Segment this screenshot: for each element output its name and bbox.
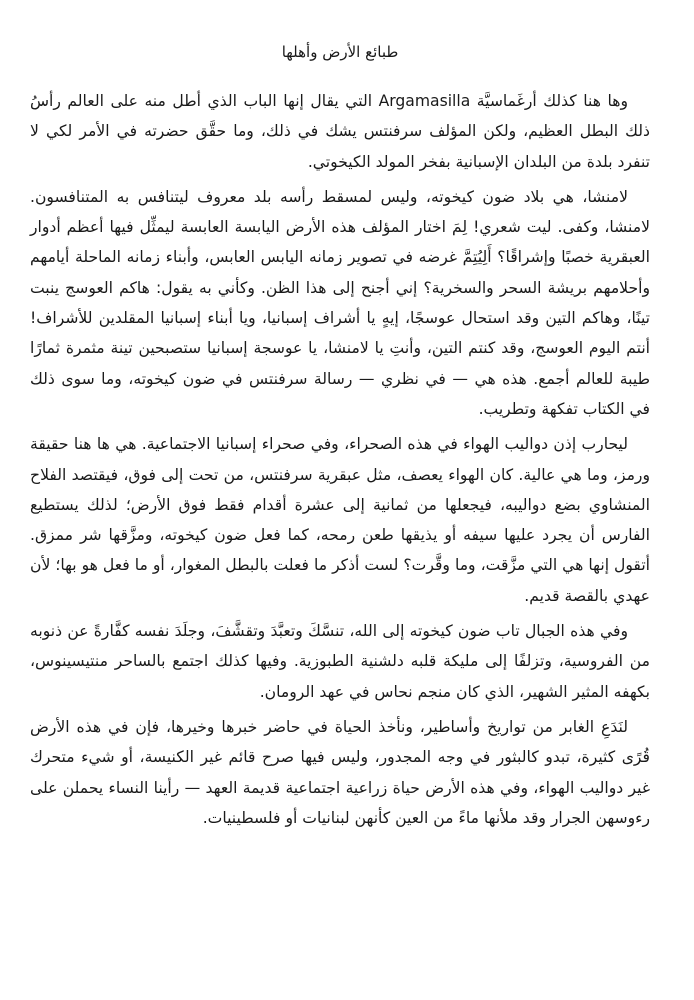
paragraph-3: ليحارب إذن دواليب الهواء في هذه الصحراء، وفي صحراء إسبانيا الاجتماعية. هي ها هنا حقيقة ورمز، وما هي عالية. كان الهواء يعصف، مثل عبقرية سرفنتس، من تحت إلى فوق، فيقتصد الفلاح المنشاوي بضع دواليبه، فيجعلها من ثمانية إلى عشرة أقدام فقط فوق الأرض؛ لذلك يستطيع الفارس أن يجرد عليها سيفه أو يذيقها طعن رمحه، كما فعل ضون كيخوته، ومزَّقها شر ممزق. أتقول إنها هي التي مزَّقت، وما وقَّرت؟ لست أذكر ما فعلت بالبطل المغوار، أو ما فعل هو بها؛ لأن عهدي بالقصة قديم. (30, 435, 650, 605)
paragraph-1: وها هنا كذلك أرغَماسيَّة Argamasilla التي يقال إنها الباب الذي أطل منه على العالم رأسُ ذلك البطل العظيم، ولكن المؤلف سرفنتس يشك في ذلك، وما حقَّق حضرته في الأمر لكي لا تنفرد بلدة من البلدان الإسبانية بفخر المولد الكيخوتي. (30, 92, 650, 171)
paragraph-2: لامنشا، هي بلاد ضون كيخوته، وليس لمسقط رأسه بلد معروف ليتنافس به المتنافسون. لامنشا، وكفى. ليت شعري! لِمَ اختار المؤلف هذه الأرض اليابسة العابسة ليمثِّل فيها أعظم أدوار العبقرية خصبًا وإشراقًا؟ أَلِيُتِمَّ غرضه في تصوير زمانه اليابس العابس، وأبناء زمانه الماحلة أيامهم وأحلامهم بريشة السحر والسخرية؟ إني أجنح إلى هذا الظن. وكأني به يقول: هاكم العوسج ينبت تينًا، وهاكم التين وقد استحال عوسجًا، إيهٍ يا أشراف إسبانيا، ويا أبناء إسبانيا المقلدين للأشراف! أنتم اليوم العوسج، وقد كنتم التين، وأنتِ يا لامنشا، يا عوسجة إسبانيا ستصبحين تينة مثمرة ثمارًا طيبة للعالم أجمع. هذه هي — في نظري — رسالة سرفنتس في ضون كيخوته، وما سوى ذلك في الكتاب تفكهة وتطريب. (30, 187, 650, 418)
paragraph-5: لنَدَعِ الغابر من تواريخ وأساطير، ونأخذ الحياة في حاضر خبرها وخيرها، فإن في هذه الأرض قُرًى كثيرة، تبدو كالبثور في وجه المجدور، وليس فيها صرح قائم غير الكنيسة، أو شيء متحرك غير دواليب الهواء، وفي هذه الأرض حياة زراعية اجتماعية قديمة العهد — رأينا النساء يحملن على رءوسهن الجرار وقد ملأنها ماءً من العين كأنهن لبنانيات أو فلسطينيات. (30, 717, 650, 827)
paragraph-4: وفي هذه الجبال تاب ضون كيخوته إلى الله، تنسَّكَ وتعبَّدَ وتقشَّفَ، وجلَدَ نفسه كفَّارةً عن ذنوبه من الفروسية، وتزلفًا إلى مليكة قلبه دلشنية الطبوزية. وفيها كذلك اجتمع بالساحر منتيسينوس، بكهفه المثير الشهير، الذي كان منجم نحاس في عهد الرومان. (30, 622, 650, 701)
running-header: طبائع الأرض وأهلها (281, 43, 399, 61)
